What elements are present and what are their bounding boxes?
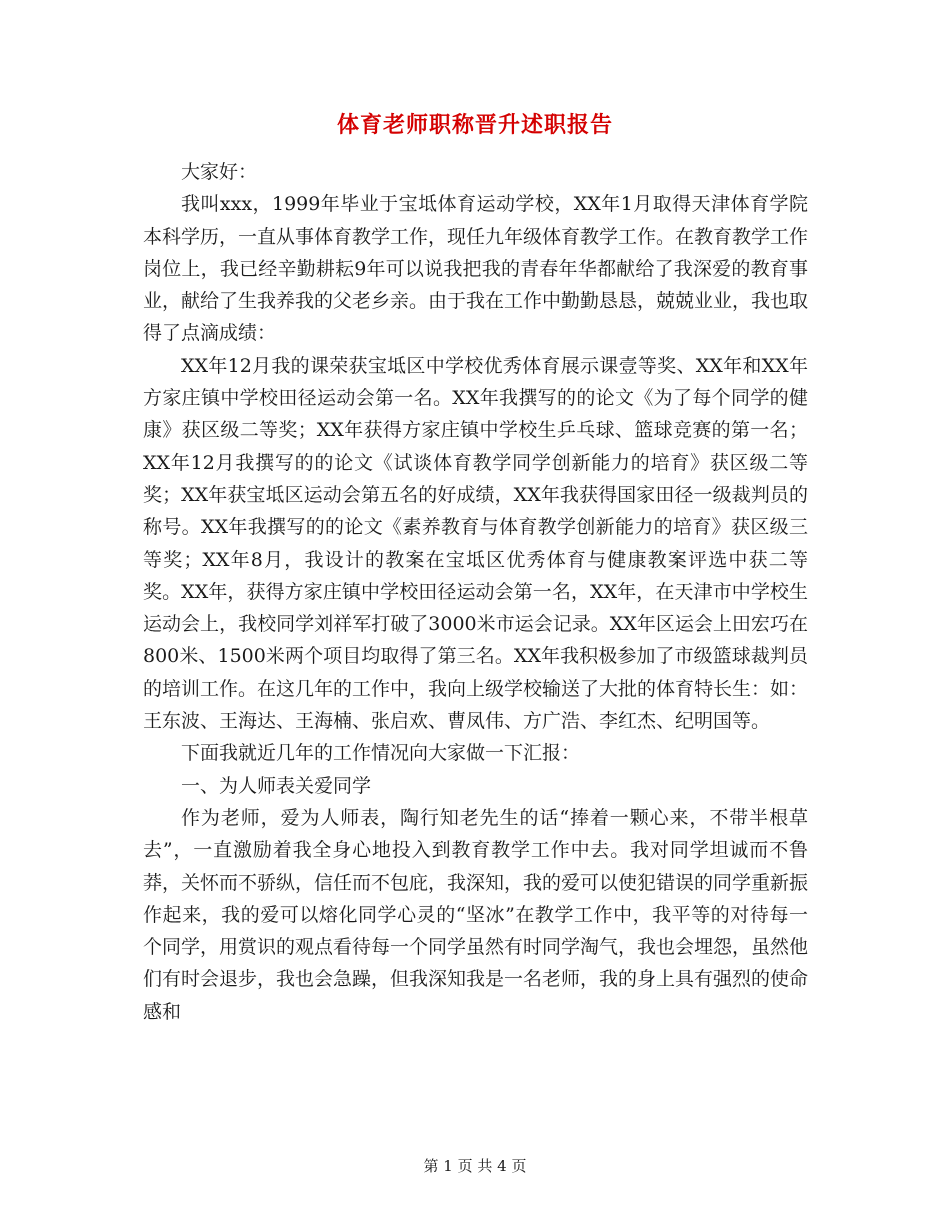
- section-heading: 一、为人师表关爱同学: [181, 774, 372, 797]
- report-intro-paragraph: 下面我就近几年的工作情况向大家做一下汇报：: [181, 742, 581, 765]
- achievements-paragraph: XX年12月我的课荣获宝坻区中学校优秀体育展示课壹等奖、XX年和XX年方家庄镇中学校田径运动会第一名。XX年我撰写的的论文《为了每个同学的健康》获区级二等奖；XX年获得方家庄镇中学校生乒乓球、篮球竞赛的第一名；XX年12月我撰写的的论文《试谈体育教学同学创新能力的培育》获区级二等奖；XX年获宝坻区运动会第五名的好成绩，XX年我获得国家田径一级裁判员的称号。XX年我撰写的的论文《素养教育与体育教学创新能力的培育》获区级三等奖；XX年8月，我设计的教案在宝坻区优秀体育与健康教案评选中获二等奖。XX年，获得方家庄镇中学校田径运动会第一名，XX年，在天津市中学校生运动会上，我校同学刘祥军打破了3000米市运会记录。XX年区运会上田宏巧在800米、1500米两个项目均取得了第三名。XX年我积极参加了市级篮球裁判员的培训工作。在这几年的工作中，我向上级学校输送了大批的体育特长生：如：王东波、王海达、王海楠、张启欢、曹凤伟、方广浩、李红杰、纪明国等。: [143, 354, 809, 733]
- section-paragraph: 作为老师，爱为人师表，陶行知老先生的话“捧着一颗心来，不带半根草去”，一直激励着我全身心地投入到教育教学工作中去。我对同学坦诚而不鲁莽，关怀而不骄纵，信任而不包庇，我深知，我的爱可以使犯错误的同学重新振作起来，我的爱可以熔化同学心灵的“坚冰”在教学工作中，我平等的对待每一个同学，用赏识的观点看待每一个同学虽然有时同学淘气，我也会埋怨，虽然他们有时会退步，我也会急躁，但我深知我是一名老师，我的身上具有强烈的使命感和: [143, 806, 809, 1023]
- page-number-footer: 第 1 页 共 4 页: [423, 1157, 527, 1175]
- introduction-paragraph: 我叫xxx，1999年毕业于宝坻体育运动学校，XX年1月取得天津体育学院本科学历，一直从事体育教学工作，现任九年级体育教学工作。在教育教学工作岗位上，我已经辛勤耕耘9年可以说我把我的青春年华都献给了我深爱的教育事业，献给了生我养我的父老乡亲。由于我在工作中勤勤恳恳，兢兢业业，我也取得了点滴成绩：: [143, 193, 809, 345]
- document-body: [143, 156, 808, 1028]
- greeting-paragraph: 大家好：: [181, 161, 258, 183]
- document-title: 体育老师职称晋升述职报告: [336, 112, 613, 138]
